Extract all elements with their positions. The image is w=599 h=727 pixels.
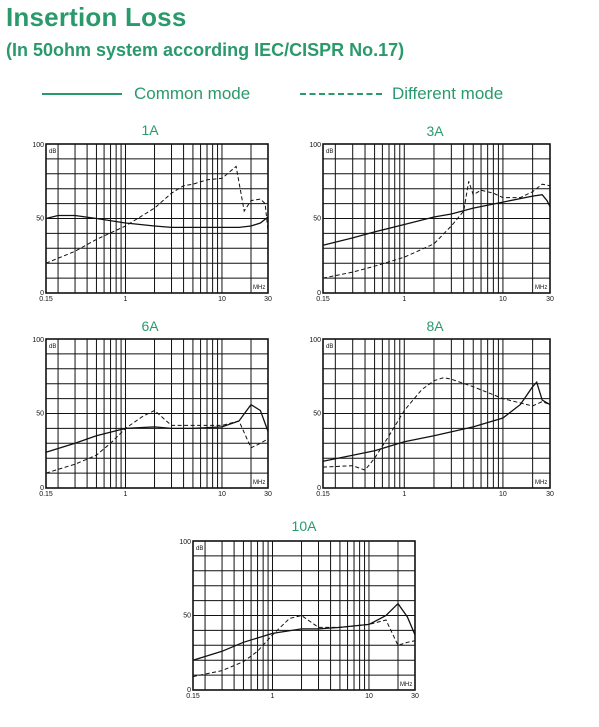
x-tick-label: 1 [402,491,407,498]
grid [193,541,415,690]
y-tick-label: 0 [317,290,321,297]
chart-title-3a: 3A [426,123,444,139]
y-tick-labels [179,539,191,694]
y-tick-label: 50 [183,612,191,620]
legend-label-different: Different mode [392,84,504,103]
different-mode-line [193,616,415,677]
x-tick-label: 0.15 [39,491,53,498]
common-mode-line [193,604,415,661]
different-mode-line [323,378,550,470]
x-tick-labels [316,491,554,498]
grid [46,144,268,293]
legend-item-common [42,84,250,104]
y-unit-label: dB [49,344,57,350]
y-unit-label: dB [326,344,334,350]
chart-title-8a: 8A [426,318,444,334]
y-tick-label: 100 [32,337,44,344]
x-tick-label: 0.15 [316,491,330,498]
x-tick-label: 10 [499,296,507,303]
insertion-loss-chart-6a [28,333,278,503]
y-tick-label: 0 [317,485,321,492]
x-tick-label: 1 [123,296,128,303]
y-tick-labels [32,142,44,297]
x-tick-label: 10 [218,296,226,303]
x-unit-label: MHz [535,480,548,486]
chart-title-1a: 1A [141,122,159,138]
x-tick-labels [316,296,554,303]
y-tick-label: 50 [313,215,321,223]
x-unit-label: MHz [253,480,266,486]
grid [46,339,268,488]
y-tick-labels [309,142,321,297]
x-tick-label: 30 [546,491,554,498]
insertion-loss-chart-3a [305,138,560,308]
y-tick-label: 0 [40,290,44,297]
x-tick-label: 10 [499,491,507,498]
x-tick-label: 30 [264,491,272,498]
y-tick-label: 100 [32,142,44,149]
y-unit-label: dB [196,546,204,552]
common-mode-line [46,216,268,228]
common-mode-line [323,382,550,461]
x-tick-label: 10 [218,491,226,498]
common-mode-line [323,195,550,246]
x-unit-label: MHz [535,285,548,291]
page-subtitle: (In 50ohm system according IEC/CISPR No.17) [6,40,405,60]
legend [0,84,599,108]
y-tick-label: 0 [187,687,191,694]
insertion-loss-chart-8a [305,333,560,503]
x-unit-label: MHz [253,285,266,291]
legend-label-common: Common mode [134,84,251,103]
y-unit-label: dB [49,149,57,155]
y-tick-label: 0 [40,485,44,492]
x-unit-label: MHz [400,682,413,688]
x-tick-label: 0.15 [39,296,53,303]
legend-item-different [300,84,503,104]
y-tick-label: 100 [309,142,321,149]
chart-title-10a: 10A [291,518,317,534]
y-tick-label: 50 [36,410,44,418]
y-tick-label: 100 [309,337,321,344]
y-tick-label: 50 [36,215,44,223]
x-tick-label: 30 [411,693,419,700]
x-tick-label: 30 [264,296,272,303]
x-tick-labels [186,693,419,700]
y-unit-label: dB [326,149,334,155]
x-tick-label: 0.15 [316,296,330,303]
chart-title-6a: 6A [141,318,159,334]
insertion-loss-chart-1a [28,138,278,308]
y-tick-label: 50 [313,410,321,418]
grid [323,339,550,488]
y-tick-labels [309,337,321,492]
x-tick-labels [39,296,272,303]
legend-solid-line-icon [42,93,122,95]
y-tick-label: 100 [179,539,191,546]
x-tick-label: 10 [365,693,373,700]
x-tick-labels [39,491,272,498]
page-title: Insertion Loss [6,2,187,32]
insertion-loss-chart-10a [175,535,425,705]
legend-dashed-line-icon [300,93,382,95]
x-tick-label: 0.15 [186,693,200,700]
x-tick-label: 1 [402,296,407,303]
x-tick-label: 1 [270,693,275,700]
x-tick-label: 30 [546,296,554,303]
y-tick-labels [32,337,44,492]
x-tick-label: 1 [123,491,128,498]
